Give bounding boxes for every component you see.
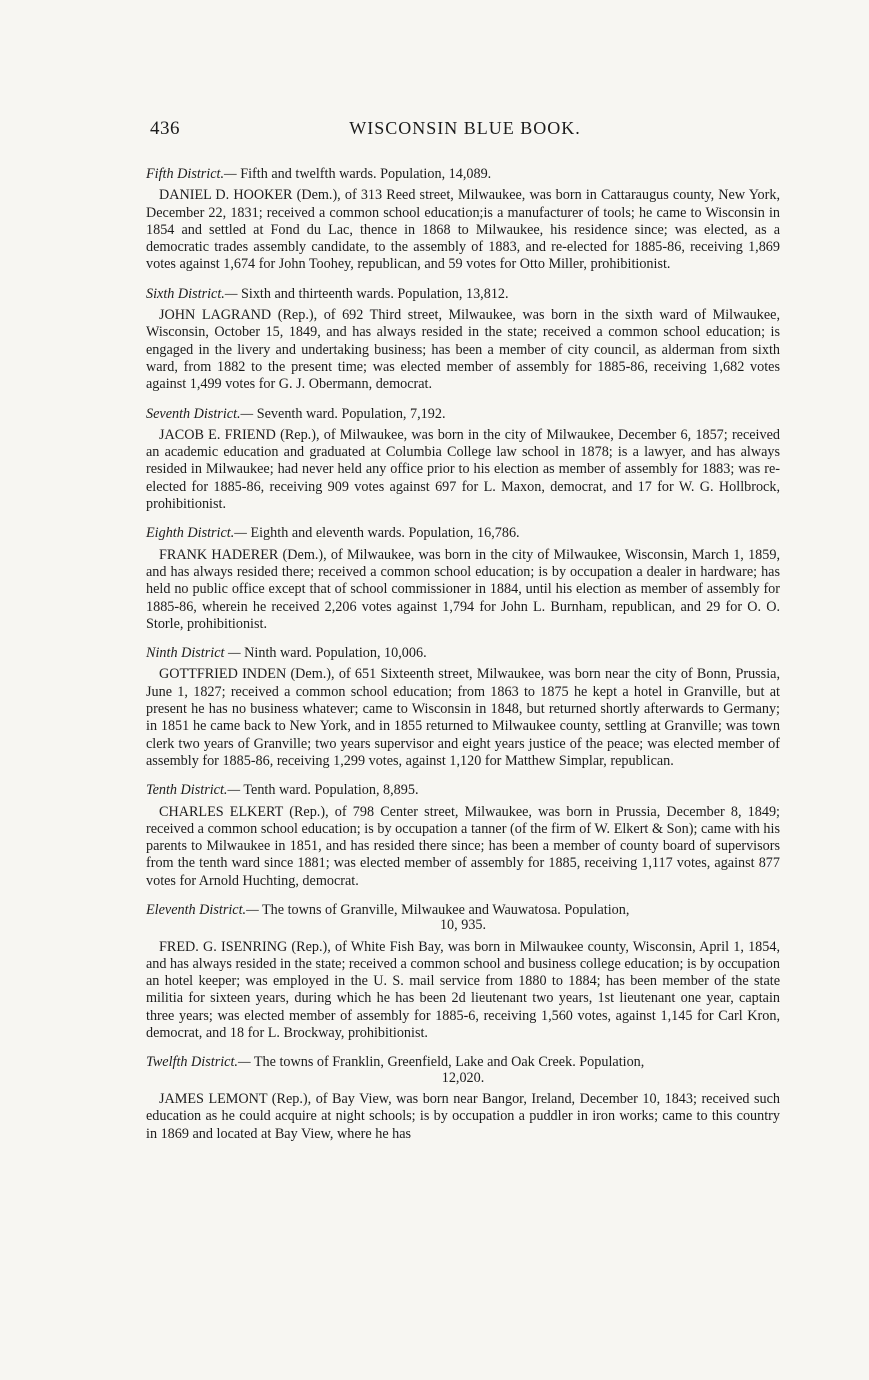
district-section xyxy=(146,1054,780,1142)
district-section xyxy=(146,525,780,633)
member-biography: DANIEL D. HOOKER (Dem.), of 313 Reed street, Milwaukee, was born in Cattaraugus county, New York, December 22, 1831; received a common school education;is a manufacturer of tools; he came to Wisconsin in 1854 and settled at Fond du Lac, thence in 1868 to Milwaukee, his residence since; was elected, as a democratic trades assembly candidate, to the assembly of 1883, and re-elected for 1885-86, receiving 1,869 votes against 1,674 for John Toohey, republican, and 59 votes for Otto Miller, prohibitionist. xyxy=(146,187,780,273)
district-name: Eighth District.— xyxy=(146,525,247,542)
district-heading xyxy=(146,406,780,423)
district-heading xyxy=(146,1054,780,1087)
district-name: Tenth District.— xyxy=(146,782,241,799)
member-biography: JAMES LEMONT (Rep.), of Bay View, was born near Bangor, Ireland, December 10, 1843; received such education as he could acquire at night schools; is by occupation a puddler in iron works; came to this country in 1869 and located at Bay View, where he has xyxy=(146,1090,780,1142)
district-description: Eighth and eleventh wards. Population, 16,786. xyxy=(246,525,520,542)
running-title: WISCONSIN BLUE BOOK. xyxy=(349,118,581,138)
district-heading xyxy=(146,525,780,542)
district-description: The towns of Franklin, Greenfield, Lake and Oak Creek. Population, xyxy=(250,1054,645,1071)
district-description: The towns of Granville, Milwaukee and Wauwatosa. Population, xyxy=(258,901,630,918)
district-name: Ninth District — xyxy=(146,645,241,662)
district-description: Fifth and twelfth wards. Population, 14,089. xyxy=(236,166,492,182)
district-section xyxy=(146,782,780,890)
district-description: Seventh ward. Population, 7,192. xyxy=(253,405,446,422)
district-section xyxy=(146,286,780,394)
district-description: Sixth and thirteenth wards. Population, 13,812. xyxy=(237,285,509,302)
district-description: Tenth ward. Population, 8,895. xyxy=(240,782,419,799)
page-number: 436 xyxy=(150,118,180,139)
member-biography: FRED. G. ISENRING (Rep.), of White Fish Bay, was born in Milwaukee county, Wisconsin, April 1, 1854, and has always resided in the state; received a common school and business college education; is by occupation an hotel keeper; was employed in the U. S. mail service from 1880 to 1884; has been member of the state militia for sixteen years, during which he has been 2d lieutenant two years, 1st lieutenant one year, captain three years; was elected member of assembly for 1885-6, receiving 1,560 votes, against 1,145 for Carl Kron, democrat, and 18 for L. Brockway, prohibitionist. xyxy=(146,938,780,1042)
district-section xyxy=(146,406,780,514)
district-heading xyxy=(146,782,780,799)
population-continued: 10, 935. xyxy=(439,917,487,934)
district-section xyxy=(146,645,780,770)
district-name: Sixth District.— xyxy=(146,285,238,302)
district-description: Ninth ward. Population, 10,006. xyxy=(240,645,427,662)
district-heading xyxy=(146,645,780,662)
member-biography: JOHN LAGRAND (Rep.), of 692 Third street, Milwaukee, was born in the sixth ward of Milwaukee, Wisconsin, October 15, 1849, and has always resided in the state; received a common school education; is engaged in the livery and undertaking business; has been a member of city council, as alderman from sixth ward, from 1882 to the present time; was elected member of assembly for 1885-86, receiving 1,682 votes against 1,499 votes for G. J. Obermann, democrat. xyxy=(146,307,780,393)
district-name: Fifth District.— xyxy=(146,166,237,182)
member-biography: GOTTFRIED INDEN (Dem.), of 651 Sixteenth street, Milwaukee, was born near the city of Bonn, Prussia, June 1, 1827; received a common school education; from 1863 to 1875 he kept a hotel in Granville, but at present he has no business whatever; came to Wisconsin in 1848, but returned shortly afterwards to Germany; in 1851 he came back to New York, and in 1855 returned to Milwaukee county, settling at Granville; was town clerk two years of Granville; two years supervisor and eight years justice of the peace; was elected member of assembly for 1885-86, receiving 1,299 votes, against 1,120 for Matthew Simplar, republican. xyxy=(146,666,780,769)
member-biography: CHARLES ELKERT (Rep.), of 798 Center street, Milwaukee, was born in Prussia, December 8, 1849; received a common school education; is by occupation a tanner (of the firm of W. Elkert & Son); came with his parents to Milwaukee in 1851, and has resided there since; has been a member of county board of supervisors from the tenth ward since 1881; was elected member of assembly for 1885, receiving 1,117 votes, against 877 votes for Arnold Huchting, democrat. xyxy=(146,803,780,889)
district-heading xyxy=(146,902,780,935)
district-section xyxy=(146,902,780,1042)
population-continued: 12,020. xyxy=(441,1069,485,1086)
district-name: Twelfth District.— xyxy=(146,1054,251,1071)
page-header xyxy=(150,118,780,142)
member-biography: FRANK HADERER (Dem.), of Milwaukee, was born in the city of Milwaukee, Wisconsin, March 1, 1859, and has always resided there; received a common school education; is by occupation a dealer in hardware; has held no public office except that of school commissioner in 1884, until his election as member of assembly for 1885-86, wherein he received 2,206 votes against 1,794 for John L. Burnham, republican, and 29 for O. O. Storle, prohibitionist. xyxy=(146,546,780,632)
district-heading xyxy=(146,286,780,303)
district-heading xyxy=(146,166,780,183)
page-body xyxy=(146,166,780,1155)
district-name: Seventh District.— xyxy=(146,405,254,422)
member-biography: JACOB E. FRIEND (Rep.), of Milwaukee, was born in the city of Milwaukee, December 6, 1857; received an academic education and graduated at Columbia College law school in 1878; is a lawyer, and has always resided in Milwaukee; had never held any office prior to his election as member of assembly for 1883; was re-elected for 1885-86, receiving 909 votes against 697 for L. Maxon, democrat, and 17 for W. G. Hollbrock, prohibitionist. xyxy=(146,426,780,513)
district-name: Eleventh District.— xyxy=(146,901,259,918)
district-section xyxy=(146,166,780,274)
